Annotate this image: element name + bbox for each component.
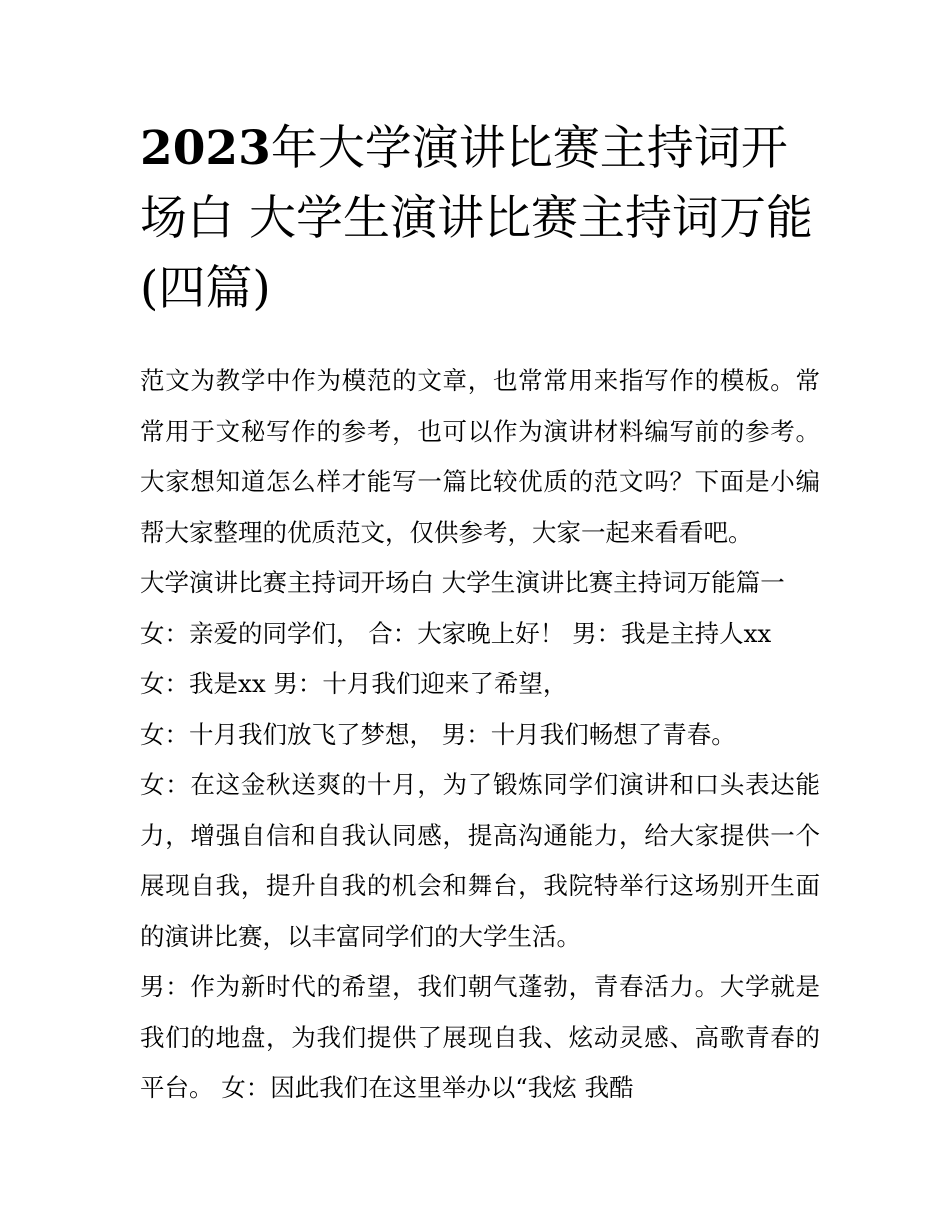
dialogue-line: 女：在这金秋送爽的十月，为了锻炼同学们演讲和口头表达能力，增强自信和自我认同感，提高沟通能力，给大家提供一个展现自我，提升自我的机会和舞台，我院特举行这场别开生面的演讲比赛，以丰富同学们的大学生活。 bbox=[140, 770, 820, 951]
title-text: 年大学演讲比赛主持词开场白 大学生演讲比赛主持词万能(四篇) bbox=[140, 121, 813, 316]
dialogue-line: 女：十月我们放飞了梦想， 男：十月我们畅想了青春。 bbox=[140, 719, 736, 749]
section-heading: 大学演讲比赛主持词开场白 大学生演讲比赛主持词万能篇一 bbox=[140, 568, 785, 597]
dialogue-line: 男：作为新时代的希望，我们朝气蓬勃，青春活力。大学就是我们的地盘，为我们提供了展现自我、炫动灵感、高歌青春的平台。 女：因此我们在这里举办以“我炫 我酷 bbox=[140, 972, 820, 1102]
dialogue-line: 女：我是xx 男：十月我们迎来了希望， bbox=[140, 669, 568, 698]
intro-paragraph: 范文为教学中作为模范的文章，也常常用来指写作的模板。常常用于文秘写作的参考，也可以作为演讲材料编写前的参考。大家想知道怎么样才能写一篇比较优质的范文吗？下面是小编帮大家整理的优质范文，仅供参考，大家一起来看看吧。 bbox=[140, 366, 820, 547]
document-body bbox=[140, 356, 820, 1114]
title-year: 2023 bbox=[140, 121, 271, 176]
document-title bbox=[140, 114, 820, 324]
dialogue-line: 女：亲爱的同学们， 合：大家晚上好！ 男：我是主持人xx bbox=[140, 618, 772, 648]
